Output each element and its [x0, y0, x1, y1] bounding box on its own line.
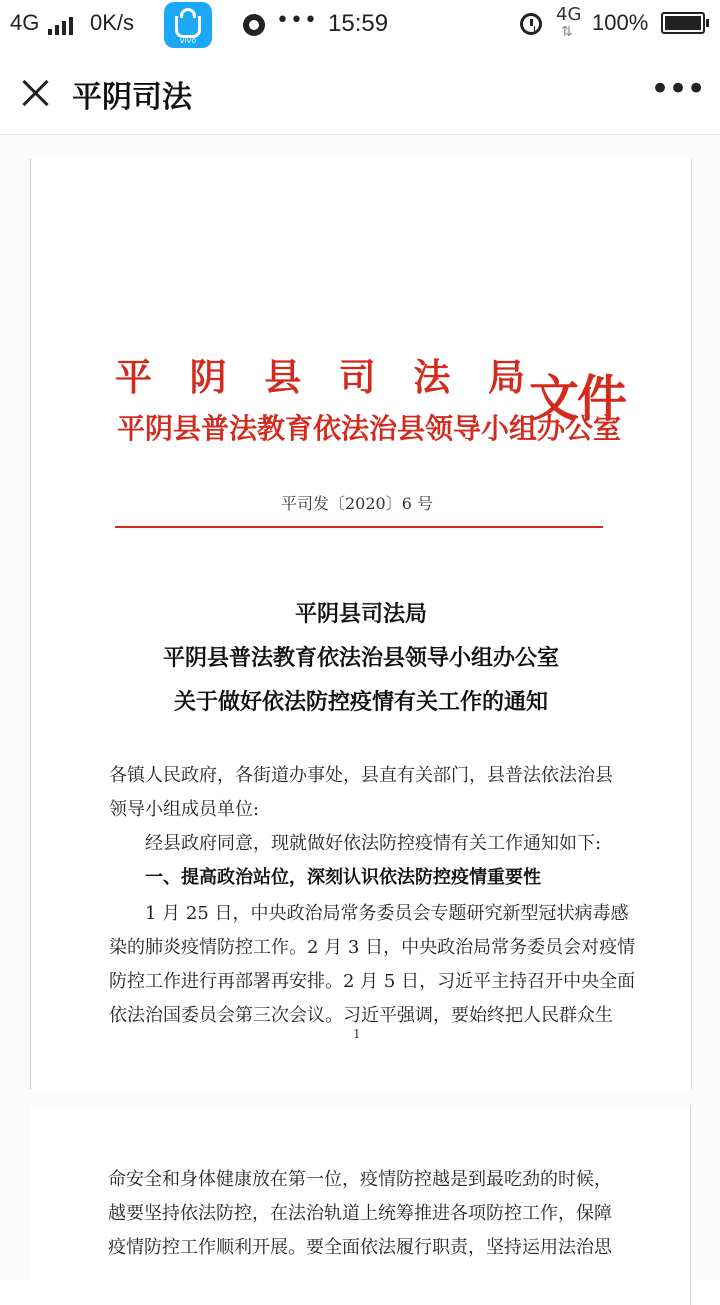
notice-title-line: 平阴县普法教育依法治县领导小组办公室 — [162, 645, 559, 671]
network-speed: 0K/s — [90, 10, 135, 35]
issuing-office-header: 平阴县普法教育依法治县领导小组办公室 — [117, 412, 622, 445]
network-indicator: 4G — [10, 10, 40, 35]
notice-title-line: 平阴县司法局 — [294, 601, 427, 627]
data-arrows-icon: ⇅ — [561, 24, 573, 40]
title-bar — [0, 50, 720, 135]
battery-percent: 100% — [592, 10, 649, 35]
signal-icon — [48, 15, 74, 35]
body-line: 越要坚持依法防控，在法治轨道上统筹推进各项防控工作，保障 — [108, 1203, 612, 1224]
status-bar — [0, 0, 720, 50]
document-page-1 — [30, 159, 692, 1089]
document-viewer[interactable] — [0, 135, 720, 1280]
body-line: 防控工作进行再部署再安排。2 月 5 日，习近平主持召开中央全面 — [109, 971, 636, 992]
recipients-line: 领导小组成员单位: — [109, 799, 260, 820]
intro-paragraph: 经县政府同意，现就做好依法防控疫情有关工作通知如下: — [145, 833, 602, 854]
close-icon[interactable] — [20, 78, 50, 108]
radar-icon — [243, 14, 265, 36]
header-char: 局 — [487, 355, 525, 399]
header-char: 法 — [413, 355, 451, 399]
body-line: 命安全和身体健康放在第一位，疫情防控越是到最吃劲的时候， — [108, 1169, 612, 1190]
alarm-icon — [520, 13, 542, 35]
app-store-icon — [164, 2, 212, 48]
battery-icon — [661, 12, 705, 34]
body-line: 依法治国委员会第三次会议。习近平强调，要始终把人民群众生 — [109, 1005, 613, 1026]
recipients-line: 各镇人民政府，各街道办事处，县直有关部门，县普法依法治县 — [109, 765, 613, 786]
app-icon-label: vivo — [179, 36, 197, 45]
notice-title-line: 关于做好依法防控疫情有关工作的通知 — [173, 689, 548, 715]
document-mark: 文件 — [529, 369, 625, 428]
more-options-icon[interactable]: ••• — [650, 69, 705, 109]
more-notifications-icon: ••• — [276, 8, 318, 33]
issuing-org-header — [115, 347, 525, 401]
document-number: 平司发〔2020〕6 号 — [281, 494, 433, 513]
body-line: 疫情防控工作顺利开展。要全面依法履行职责，坚持运用法治思 — [108, 1237, 612, 1258]
header-char: 阴 — [189, 355, 227, 399]
section-heading: 一、提高政治站位，深刻认识依法防控疫情重要性 — [145, 867, 541, 888]
header-divider — [115, 526, 603, 528]
clock: 15:59 — [328, 10, 389, 37]
body-line: 1 月 25 日，中央政治局常务委员会专题研究新型冠状病毒感 — [145, 903, 629, 924]
page-number: 1 — [353, 1027, 361, 1041]
header-char: 司 — [338, 355, 376, 399]
header-char: 县 — [264, 355, 302, 399]
body-line: 染的肺炎疫情防控工作。2 月 3 日，中央政治局常务委员会对疫情 — [109, 937, 636, 958]
page-title: 平阴司法 — [72, 80, 192, 115]
document-page-2 — [30, 1105, 691, 1305]
header-char: 平 — [115, 355, 152, 399]
network-type: 4G — [556, 4, 582, 25]
